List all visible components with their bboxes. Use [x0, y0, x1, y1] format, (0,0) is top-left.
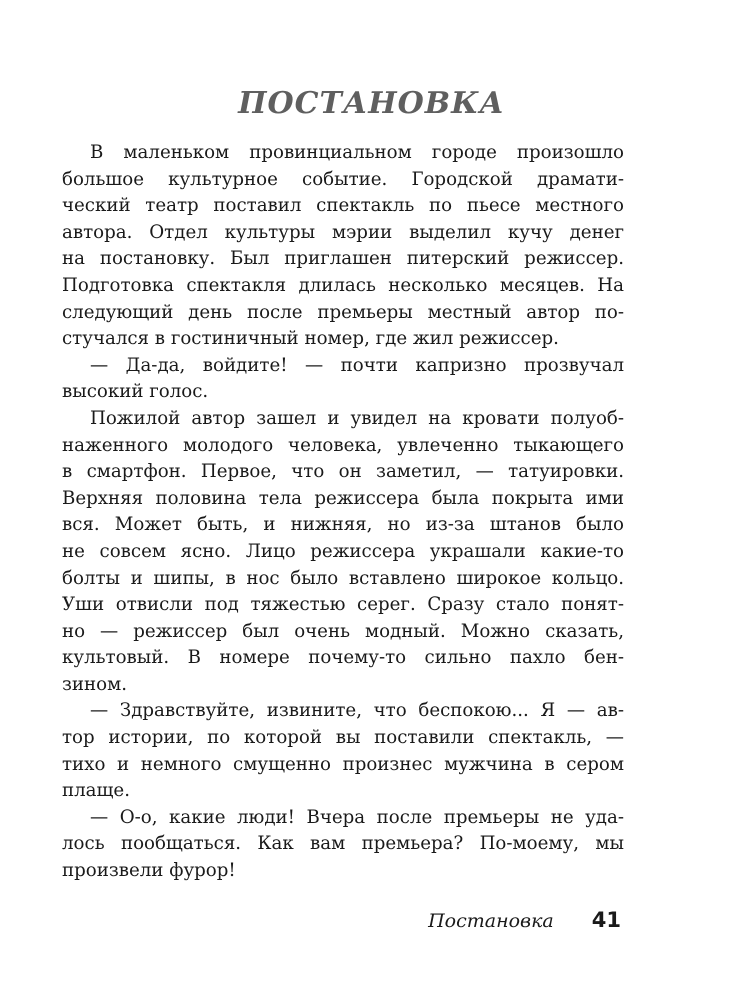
text-line: культовый. В номере почему-то сильно пахло бен- — [62, 647, 624, 669]
text-line: большое культурное событие. Городской драмати- — [62, 168, 624, 190]
running-title: Постановка — [428, 910, 554, 932]
text-line: не совсем ясно. Лицо режиссера украшали какие-то — [62, 540, 624, 562]
text-line: вся. Может быть, и нижняя, но из-за штанов было — [62, 514, 624, 536]
text-line: В маленьком провинциальном городе произошло — [90, 142, 624, 163]
text-line: лось пообщаться. Как вам премьера? По-моему, мы — [62, 833, 624, 855]
text-line: болты и шипы, в нос было вставлено широкое кольцо. — [62, 567, 624, 589]
page-footer — [428, 908, 621, 936]
text-line: следующий день после премьеры местный автор по- — [62, 301, 624, 323]
text-line: в смартфон. Первое, что он заметил, — татуировки. — [62, 461, 624, 483]
text-line: — Здравствуйте, извините, что беспокою... Я — ав- — [90, 700, 624, 722]
text-line: наженного молодого человека, увлеченно тыкающего — [62, 434, 624, 456]
page-number: 41 — [591, 908, 621, 932]
text-line: автора. Отдел культуры мэрии выделил кучу денег — [62, 221, 624, 243]
text-line: Пожилой автор зашел и увидел на кровати полуоб- — [90, 407, 624, 429]
text-line: зином. — [62, 673, 128, 695]
text-line: тор истории, по которой вы поставили спектакль, — — [62, 727, 624, 749]
body-text — [62, 140, 624, 885]
text-line: на постановку. Был приглашен питерский режиссер. — [62, 248, 624, 270]
text-line: но — режиссер был очень модный. Можно сказать, — [62, 620, 624, 642]
text-line: ческий театр поставил спектакль по пьесе местного — [62, 195, 624, 217]
text-line: Верхняя половина тела режиссера была покрыта ими — [62, 487, 624, 509]
text-line: — Да-да, войдите! — почти капризно прозвучал — [90, 354, 624, 376]
text-line: высокий голос. — [62, 381, 209, 403]
text-line: стучался в гостиничный номер, где жил режиссер. — [62, 328, 559, 350]
chapter-title: ПОСТАНОВКА — [238, 86, 505, 121]
text-line: плаще. — [62, 780, 130, 802]
text-line: — О-о, какие люди! Вчера после премьеры не уда- — [90, 806, 624, 828]
text-line: Уши отвисли под тяжестью серег. Сразу стало понят- — [62, 594, 624, 616]
text-line: Подготовка спектакля длилась несколько месяцев. На — [62, 274, 624, 296]
text-line: тихо и немного смущенно произнес мужчина в сером — [62, 753, 624, 775]
text-line: произвели фурор! — [62, 860, 236, 882]
